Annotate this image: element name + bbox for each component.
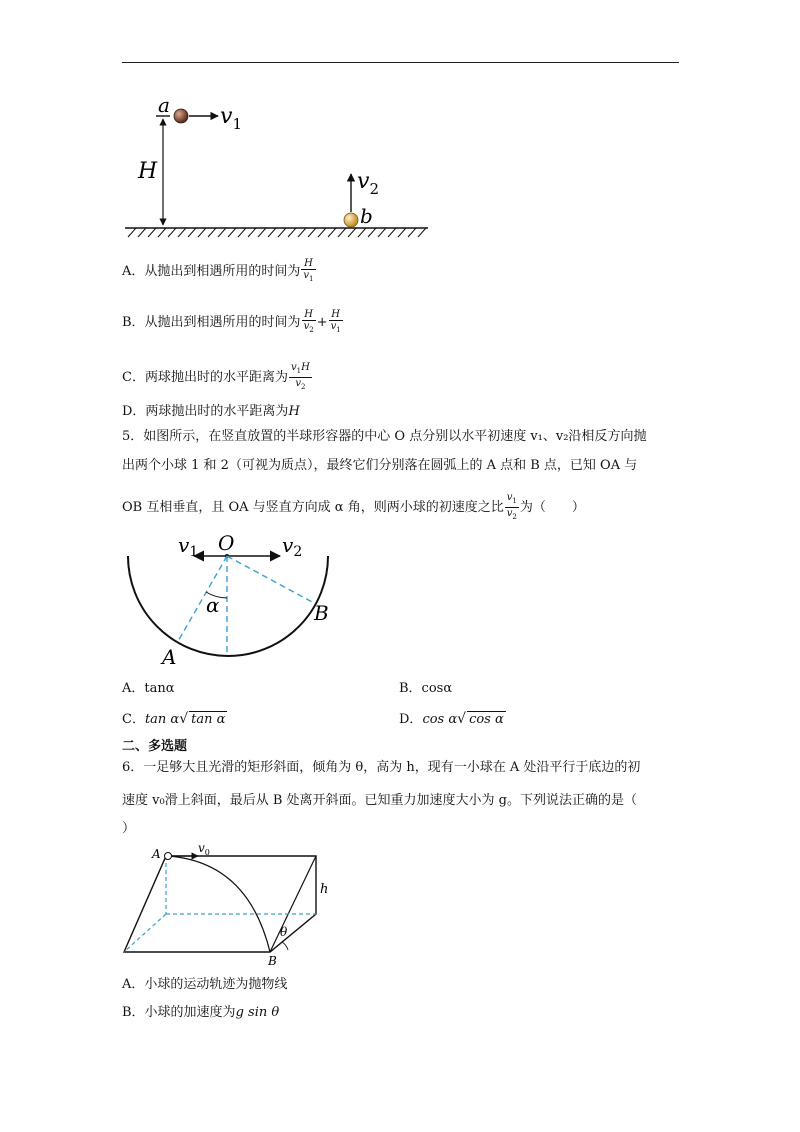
q5-stem-line1: 5．如图所示，在竖直放置的半球形容器的中心 O 点分别以水平初速度 v₁、v₂沿相反方向抛 [122,429,647,444]
label-b: b [360,204,373,228]
dashed-OB [227,556,314,603]
label-B: B [268,954,277,968]
q4-option-a[interactable]: A．从抛出到相遇所用的时间为 $\frac{H}{v_1}$ [122,258,314,283]
fraction: $\frac{v_1H}{v_2}$ [290,362,310,391]
theta-arc [282,942,288,950]
figure-incline [120,838,340,968]
label-A: A [152,847,161,861]
figure-projectiles [120,92,440,242]
hidden-diagonal [124,914,166,952]
q5-option-a[interactable]: A．tanα [122,681,175,696]
fraction: $\frac{H}{v_1}$ [303,258,314,283]
label-v2: $v_2$ [282,533,303,560]
ball-a [174,109,188,123]
trajectory-curve [168,856,270,952]
ground-hatch [128,228,426,237]
q6-stem-line2: 速度 v₀滑上斜面，最后从 B 处离开斜面。已知重力加速度大小为 g。下列说法正确的是（ [122,793,637,808]
q4-option-c[interactable]: C．两球抛出时的水平距离为 $\frac{v_1H}{v_2}$ [122,362,310,391]
label-v2: $v_2$ [357,169,379,198]
q6-option-a[interactable]: A．小球的运动轨迹为抛物线 [122,977,288,992]
ball-b [344,213,358,227]
q5-option-b[interactable]: B．cosα [399,681,453,696]
label-theta: θ [280,925,288,939]
q4-option-b[interactable]: B．从抛出到相遇所用的时间为 $\frac{H}{v_2}$ + $\frac{H}{v_1}$ [122,309,341,334]
q4-option-d[interactable]: D．两球抛出时的水平距离为H [122,404,300,419]
section-heading: 二、多选题 [122,739,188,754]
label-v0: $v_0$ [198,841,210,857]
q5-option-c[interactable]: C．tan α√ tan α [122,711,226,727]
figure-hemisphere [122,528,342,670]
label-B: B [314,601,329,625]
q5-stem-line2: 出两个小球 1 和 2（可视为质点），最终它们分别落在圆弧上的 A 点和 B 点，已知 OA 与 [122,458,638,473]
label-O: O [218,531,235,555]
fraction: $\frac{H}{v_1}$ [330,309,341,334]
header-rule [122,62,679,63]
label-alpha: α [206,593,220,617]
ratio-fraction: $\frac{v_1}{v_2}$ [506,492,517,521]
label-H: H [138,159,158,184]
label-v1: $v_1$ [178,533,199,560]
label-A: A [162,645,177,669]
q6-option-b[interactable]: B．小球的加速度为g sin θ [122,1005,280,1020]
q6-stem-line3: ） [122,821,136,836]
incline-edge-top [270,856,316,952]
hemisphere-arc [128,556,328,656]
q5-option-d[interactable]: D．cos α√ cos α [399,711,504,727]
label-a: a [158,93,170,117]
fraction: $\frac{H}{v_2}$ [303,309,314,334]
q5-stem-line3: OB 互相垂直，且 OA 与竖直方向成 α 角，则两小球的初速度之比 $\frac{v_1}{v_2}$ 为（ ） [122,492,585,521]
label-v1: $v_1$ [220,104,242,133]
ball-A [165,853,172,860]
label-h: h [320,882,329,897]
q6-stem-line1: 6．一足够大且光滑的矩形斜面，倾角为 θ，高为 h，现有一小球在 A 处沿平行于底边的初 [122,760,641,775]
